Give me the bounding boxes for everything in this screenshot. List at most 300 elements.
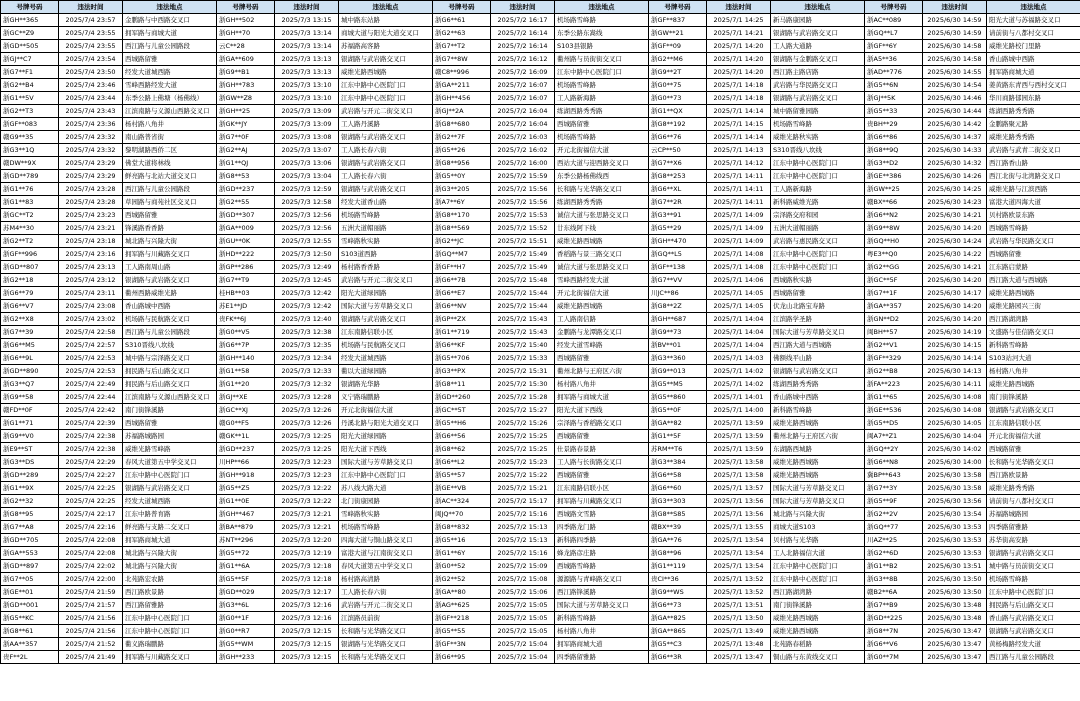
table-row (1, 443, 1080, 456)
violation-location-cell: 伏龙山北路宝寿路 (771, 300, 865, 313)
violation-time-cell: 2025/7/1 14:04 (707, 313, 771, 326)
plate-number-cell: 浙G0**75 (649, 79, 707, 92)
plate-number-cell: 浙GW**Z8 (217, 92, 275, 105)
violation-location-cell: 诚信大道与张思路交叉口 (555, 209, 649, 222)
violation-time-cell: 2025/7/2 15:05 (491, 612, 555, 625)
violation-time-cell: 2025/7/4 23:18 (59, 235, 123, 248)
violation-location-cell: 威维光路西城路 (555, 235, 649, 248)
plate-number-cell: 浙G0**R7 (217, 625, 275, 638)
violation-location-cell: 四季路龙门路 (555, 521, 649, 534)
violation-location-cell: 宗泽路与香稻路交叉口 (555, 417, 649, 430)
plate-number-cell: 赣C8**996 (433, 66, 491, 79)
violation-location-cell: 新马路康园路 (771, 14, 865, 27)
violation-time-cell: 2025/7/3 12:15 (275, 651, 339, 664)
violation-time-cell: 2025/7/2 15:28 (491, 391, 555, 404)
violation-location-cell: 西城路留雅 (555, 352, 649, 365)
violation-time-cell: 2025/7/2 15:27 (491, 404, 555, 417)
violation-time-cell: 2025/6/30 14:13 (923, 365, 987, 378)
violation-location-cell: 北苑路春稻路 (771, 638, 865, 651)
violation-location-cell: 工人路长春六街 (339, 144, 433, 157)
violation-time-cell: 2025/7/1 14:05 (707, 287, 771, 300)
plate-number-cell: 浙GU**0K (217, 235, 275, 248)
violation-time-cell: 2025/7/4 22:38 (59, 430, 123, 443)
plate-number-cell: 浙GP**ZX (433, 313, 491, 326)
plate-number-cell: 浙G6**73 (649, 599, 707, 612)
violation-location-cell: 商城大道与阳光大道交叉口 (339, 27, 433, 40)
violation-time-cell: 2025/7/2 15:08 (491, 573, 555, 586)
violation-location-cell: 春风大道第五中学交叉口 (123, 456, 217, 469)
plate-number-cell: 浙G2**7F (433, 131, 491, 144)
violation-time-cell: 2025/7/3 12:16 (275, 612, 339, 625)
plate-number-cell: 浙G5**0F (649, 404, 707, 417)
violation-location-cell: 香山路城中西路 (771, 391, 865, 404)
plate-number-cell: 浙GH**467 (217, 508, 275, 521)
violation-time-cell: 2025/7/3 12:42 (275, 287, 339, 300)
plate-number-cell: 浙GP**286 (217, 261, 275, 274)
violation-time-cell: 2025/7/2 15:25 (491, 430, 555, 443)
violation-location-cell: 工人路与长街路交叉口 (555, 456, 649, 469)
table-row (1, 651, 1080, 664)
violation-time-cell: 2025/6/30 14:02 (923, 443, 987, 456)
plate-number-cell: 浙G7**T2 (433, 40, 491, 53)
violation-location-cell: 工人路丹溪路 (339, 118, 433, 131)
plate-number-cell: 浙G3**D2 (865, 157, 923, 170)
violation-time-cell: 2025/6/30 14:59 (923, 14, 987, 27)
violation-time-cell: 2025/7/4 21:59 (59, 586, 123, 599)
plate-number-cell: 川HP**66 (217, 456, 275, 469)
violation-time-cell: 2025/7/3 12:58 (275, 196, 339, 209)
violation-location-cell: 五洲大道帽丽路 (339, 222, 433, 235)
violation-time-cell: 2025/7/1 13:59 (707, 443, 771, 456)
plate-number-cell: 赣B2**6A (865, 586, 923, 599)
violation-location-cell: 江东中路中心医院门口 (771, 157, 865, 170)
violation-time-cell: 2025/7/4 23:23 (59, 209, 123, 222)
plate-number-cell: 浙G7**VV (649, 274, 707, 287)
violation-time-cell: 2025/7/4 23:43 (59, 105, 123, 118)
violation-time-cell: 2025/7/3 13:08 (275, 131, 339, 144)
plate-number-cell: 浙GJ**XE (217, 391, 275, 404)
violation-location-cell: 威维光路秀秀路 (987, 131, 1080, 144)
violation-time-cell: 2025/7/3 12:16 (275, 599, 339, 612)
plate-number-cell: 浙G0**52 (433, 560, 491, 573)
violation-time-cell: 2025/7/1 14:18 (707, 79, 771, 92)
plate-number-cell: 浙G3**384 (649, 456, 707, 469)
violation-time-cell: 2025/6/30 14:32 (923, 157, 987, 170)
violation-location-cell: 机场路与民航路交叉口 (123, 313, 217, 326)
violation-time-cell: 2025/7/4 23:32 (59, 144, 123, 157)
violation-time-cell: 2025/7/2 15:40 (491, 339, 555, 352)
violation-time-cell: 2025/7/2 15:33 (491, 352, 555, 365)
violation-location-cell: 拥民路与后山路交叉口 (123, 378, 217, 391)
plate-number-cell: 赣FD**0F (1, 404, 59, 417)
violation-time-cell: 2025/7/1 13:55 (707, 521, 771, 534)
violation-time-cell: 2025/7/1 14:03 (707, 352, 771, 365)
plate-number-cell: 浙GQ**L5 (649, 248, 707, 261)
violation-time-cell: 2025/7/4 23:29 (59, 157, 123, 170)
violation-location-cell: 草园路与商苑社区交叉口 (123, 196, 217, 209)
plate-number-cell: 浙G7**T9 (217, 274, 275, 287)
plate-number-cell: 浙GQ**M7 (433, 248, 491, 261)
violation-location-cell: 长和路与光华路交叉口 (339, 625, 433, 638)
violation-time-cell: 2025/7/2 15:23 (491, 456, 555, 469)
violation-time-cell: 2025/7/4 22:42 (59, 404, 123, 417)
violation-time-cell: 2025/7/1 14:15 (707, 118, 771, 131)
violation-time-cell: 2025/6/30 14:20 (923, 300, 987, 313)
plate-number-cell: 赣DW**9X (1, 157, 59, 170)
violation-location-cell: 杨村路八角井 (123, 118, 217, 131)
violation-time-cell: 2025/7/3 12:26 (275, 404, 339, 417)
violation-time-cell: 2025/7/3 13:04 (275, 170, 339, 183)
plate-number-cell: 浙G7**1F (865, 287, 923, 300)
plate-number-cell: 浙G8**7N (865, 625, 923, 638)
plate-number-cell: 浙G9**8W (865, 222, 923, 235)
plate-number-cell: 浙G5**29 (649, 222, 707, 235)
plate-number-cell: 浙G1**6A (217, 560, 275, 573)
table-row (1, 144, 1080, 157)
plate-number-cell: 浙G6**V7 (1, 300, 59, 313)
violation-location-cell: 银湖路与武岩路交叉口 (339, 53, 433, 66)
violation-location-cell: 南门街锋溪路 (123, 404, 217, 417)
violation-time-cell: 2025/7/4 23:55 (59, 40, 123, 53)
table-row (1, 534, 1080, 547)
violation-location-cell: 西江北街与北湾路交叉口 (987, 170, 1080, 183)
violation-time-cell: 2025/7/2 15:53 (491, 209, 555, 222)
violation-location-cell: 西城路留雅 (555, 118, 649, 131)
violation-location-cell: 拥军路与川藏路交叉口 (555, 495, 649, 508)
violation-location-cell: 江东中路中心医院门口 (339, 469, 433, 482)
violation-location-cell: 开元北街福信大道 (555, 144, 649, 157)
violation-time-cell: 2025/6/30 13:51 (923, 560, 987, 573)
violation-time-cell: 2025/7/2 15:06 (491, 586, 555, 599)
plate-number-cell: 浙GD**001 (1, 599, 59, 612)
violation-location-cell: 机场路雪峰路 (987, 573, 1080, 586)
violation-location-cell: 新科路雪峰路 (771, 404, 865, 417)
plate-number-cell: 苏M4**30 (1, 222, 59, 235)
violation-time-cell: 2025/7/4 23:29 (59, 170, 123, 183)
violation-time-cell: 2025/7/1 13:50 (707, 612, 771, 625)
plate-number-cell: 浙GH**783 (217, 79, 275, 92)
violation-time-cell: 2025/7/1 14:02 (707, 365, 771, 378)
table-row (1, 378, 1080, 391)
violation-location-cell: 拥军路与川藏路交叉口 (123, 248, 217, 261)
violation-location-cell: 衢州西路威维光路 (123, 287, 217, 300)
plate-number-cell: 浙G6**95 (433, 651, 491, 664)
plate-number-cell: 粤E3**Q0 (865, 248, 923, 261)
plate-number-cell: 浙G6**9L (1, 352, 59, 365)
violation-time-cell: 2025/7/2 15:21 (491, 482, 555, 495)
table-row (1, 66, 1080, 79)
plate-number-cell: 浙G6**60 (649, 482, 707, 495)
violation-location-cell: 银湖路与武岩路交叉口 (771, 27, 865, 40)
plate-number-cell: 浙GA**80 (433, 586, 491, 599)
violation-time-cell: 2025/7/3 12:15 (275, 638, 339, 651)
plate-number-header: 号牌号码 (433, 1, 491, 14)
violation-location-cell: 苏福路高客路 (339, 40, 433, 53)
violation-time-cell: 2025/7/3 12:56 (275, 222, 339, 235)
violation-time-cell: 2025/7/4 23:02 (59, 313, 123, 326)
violation-location-cell: 西江路与儿童公园路段 (987, 651, 1080, 664)
violation-time-cell: 2025/7/1 14:06 (707, 274, 771, 287)
violation-location-cell: 西城路留雅 (123, 417, 217, 430)
plate-number-cell: 浙AC**089 (865, 14, 923, 27)
table-row (1, 170, 1080, 183)
plate-number-cell: 浙G2**63 (433, 27, 491, 40)
table-row (1, 118, 1080, 131)
plate-number-header: 号牌号码 (649, 1, 707, 14)
violation-time-cell: 2025/7/4 23:28 (59, 196, 123, 209)
table-row (1, 365, 1080, 378)
violation-time-cell: 2025/6/30 13:58 (923, 469, 987, 482)
violation-time-cell: 2025/7/4 23:08 (59, 300, 123, 313)
plate-number-cell: 浙G7**39 (1, 326, 59, 339)
violation-location-cell: 阳光大道绿园路 (339, 430, 433, 443)
violation-location-cell: 武岩路与华民路交叉口 (987, 235, 1080, 248)
violation-time-cell: 2025/7/1 13:56 (707, 495, 771, 508)
plate-number-cell: 浙G6**L2 (433, 456, 491, 469)
violation-location-cell: 江东南路信联小区 (555, 482, 649, 495)
violation-location-cell: 雪峰路秋实路 (339, 235, 433, 248)
plate-number-cell: 浙G8**569 (433, 222, 491, 235)
plate-number-cell: 浙GA**76 (649, 534, 707, 547)
plate-number-cell: 浙G7**F1 (1, 66, 59, 79)
violation-time-cell: 2025/7/4 21:52 (59, 638, 123, 651)
plate-number-cell: 浙GH**687 (649, 313, 707, 326)
violation-time-cell: 2025/6/30 14:19 (923, 326, 987, 339)
violation-time-cell: 2025/7/3 12:19 (275, 547, 339, 560)
violation-location-cell: 鲜亮路与支路二交叉口 (123, 521, 217, 534)
violation-location-cell: 拥民路与后山路交叉口 (123, 365, 217, 378)
violation-time-cell: 2025/7/4 22:17 (59, 508, 123, 521)
violation-location-cell: 银湖路光华路 (339, 378, 433, 391)
violation-time-cell: 2025/7/2 15:22 (491, 469, 555, 482)
violation-time-cell: 2025/7/4 22:00 (59, 573, 123, 586)
violation-location-cell: 衢义路瑞鹏路 (123, 638, 217, 651)
violation-time-cell: 2025/7/3 13:13 (275, 66, 339, 79)
plate-number-cell: 浙G0**1F (217, 612, 275, 625)
violation-time-cell: 2025/7/4 22:39 (59, 417, 123, 430)
violation-location-cell: 武岩路与开元二街交叉口 (339, 599, 433, 612)
plate-number-cell: 浙G2**B4 (1, 79, 59, 92)
violation-location-cell: 武岩路与惠民路交叉口 (771, 235, 865, 248)
violation-time-cell: 2025/6/30 14:46 (923, 92, 987, 105)
plate-number-cell: 浙G7**A8 (1, 521, 59, 534)
violation-location-cell: 经发大道城西路 (123, 495, 217, 508)
plate-number-cell: 浙GH**70 (217, 27, 275, 40)
violation-time-cell: 2025/7/1 14:21 (707, 27, 771, 40)
violation-location-cell: 银湖路与武岩路交叉口 (339, 313, 433, 326)
violation-location-cell: 机场路雪峰路 (555, 14, 649, 27)
violation-location-cell: 新科路雪峰路 (555, 612, 649, 625)
violation-time-cell: 2025/7/2 16:14 (491, 27, 555, 40)
plate-number-cell: 浙GD**789 (1, 170, 59, 183)
violation-time-cell: 2025/6/30 14:24 (923, 235, 987, 248)
violation-location-header: 违法地点 (771, 1, 865, 14)
violation-time-cell: 2025/7/1 13:52 (707, 573, 771, 586)
violation-time-cell: 2025/6/30 14:25 (923, 183, 987, 196)
violation-time-cell: 2025/7/3 13:07 (275, 144, 339, 157)
plate-number-cell: 浙G6**7P (217, 339, 275, 352)
plate-number-cell: 浙GH**25 (217, 105, 275, 118)
violation-time-cell: 2025/7/4 22:25 (59, 495, 123, 508)
plate-number-cell: 浙G7**X6 (649, 157, 707, 170)
plate-number-cell: 浙G2**AJ (217, 144, 275, 157)
plate-number-cell: 桂HB**03 (217, 287, 275, 300)
plate-number-cell: 浙G2**52 (433, 573, 491, 586)
violation-location-cell: 江滨南路与义源山西路交叉口 (123, 391, 217, 404)
plate-number-cell: 浙G2**GG (865, 261, 923, 274)
plate-number-cell: 浙GE**536 (865, 404, 923, 417)
plate-number-cell: 浙BA**879 (217, 521, 275, 534)
violation-time-cell: 2025/7/2 15:56 (491, 196, 555, 209)
plate-number-cell: 浙G7**B9 (865, 599, 923, 612)
violation-time-cell: 2025/7/1 13:47 (707, 651, 771, 664)
violation-location-cell: 拥军路与川藏路交叉口 (123, 651, 217, 664)
violation-time-cell: 2025/7/4 22:44 (59, 391, 123, 404)
violation-time-cell: 2025/6/30 14:23 (923, 196, 987, 209)
violation-time-cell: 2025/7/3 12:15 (275, 625, 339, 638)
table-row (1, 625, 1080, 638)
violation-location-cell: 城北路与兴隆大街 (123, 235, 217, 248)
violation-time-cell: 2025/7/2 16:00 (491, 157, 555, 170)
plate-number-cell: 浙G6**7B (433, 274, 491, 287)
plate-number-cell: 浙AA**357 (1, 638, 59, 651)
plate-number-cell: 浙G6**86 (865, 131, 923, 144)
violation-location-cell: 西城路留雅 (555, 430, 649, 443)
violation-time-cell: 2025/7/2 15:16 (491, 508, 555, 521)
plate-number-cell: 闽BH**57 (865, 326, 923, 339)
violation-location-cell: 江东中路中心医院门口 (123, 612, 217, 625)
table-row (1, 339, 1080, 352)
plate-number-cell: 浙G9**58 (1, 391, 59, 404)
violation-location-cell: 北苑路宏农路 (123, 573, 217, 586)
violation-time-cell: 2025/7/1 14:12 (707, 157, 771, 170)
table-row (1, 638, 1080, 651)
violation-time-cell: 2025/7/4 23:57 (59, 14, 123, 27)
violation-time-cell: 2025/6/30 13:58 (923, 482, 987, 495)
violation-location-cell: 西站大道与迎西路交叉口 (555, 157, 649, 170)
violation-location-cell: 东季公路上佛塘（杨佛线） (123, 92, 217, 105)
violation-location-cell: 阳光大道下西线 (339, 443, 433, 456)
violation-time-cell: 2025/7/1 14:11 (707, 196, 771, 209)
violation-time-cell: 2025/7/2 15:13 (491, 521, 555, 534)
plate-number-cell: 浙AG**625 (433, 599, 491, 612)
violation-location-cell: 江东中路中心医院门口 (123, 625, 217, 638)
violation-time-cell: 2025/7/3 12:23 (275, 456, 339, 469)
plate-number-cell: 浙G7**0F (217, 131, 275, 144)
violation-location-cell: 威维光路西城路 (771, 612, 865, 625)
violation-location-cell: 武岩路与开元二街交叉口 (339, 105, 433, 118)
violation-location-cell: 衢州路与员街街交叉口 (555, 53, 649, 66)
violation-location-header: 违法地点 (555, 1, 649, 14)
violation-location-cell: 长和路与光华路交叉口 (555, 183, 649, 196)
violation-time-cell: 2025/7/2 15:09 (491, 560, 555, 573)
violation-time-cell: 2025/6/30 14:54 (923, 79, 987, 92)
violation-location-cell: 拥军路商城大道 (123, 534, 217, 547)
violation-location-cell: S310晋线八坎线 (123, 339, 217, 352)
violation-location-cell: 银湖路与武岩路交叉口 (987, 547, 1080, 560)
plate-number-cell: 浙GA**609 (217, 53, 275, 66)
violation-time-cell: 2025/7/4 23:55 (59, 27, 123, 40)
plate-number-cell: 浙G6**61 (433, 14, 491, 27)
plate-number-cell: 浙GQ**H0 (865, 235, 923, 248)
violation-location-cell: 城北路与兴隆大街 (771, 508, 865, 521)
violation-location-cell: 江滨南路与义源山西路交叉口 (123, 105, 217, 118)
table-row (1, 287, 1080, 300)
violation-time-cell: 2025/7/2 16:07 (491, 92, 555, 105)
violation-time-cell: 2025/7/3 12:49 (275, 261, 339, 274)
violation-time-cell: 2025/6/30 14:17 (923, 287, 987, 300)
violation-time-cell: 2025/7/4 22:53 (59, 352, 123, 365)
violation-time-cell: 2025/6/30 14:58 (923, 40, 987, 53)
violation-location-cell: 南门街锋溪路 (771, 599, 865, 612)
plate-number-cell: 浙G7**05 (1, 573, 59, 586)
violation-location-cell: 新科路雪峰路 (987, 339, 1080, 352)
violation-time-cell: 2025/7/2 15:05 (491, 599, 555, 612)
plate-number-cell: 浙GA**553 (1, 547, 59, 560)
plate-number-cell: 浙GF**996 (1, 248, 59, 261)
violation-location-cell: 拥民路与后山路交叉口 (987, 599, 1080, 612)
violation-location-cell: 江东中路中心医院门口 (555, 66, 649, 79)
plate-number-cell: 浙GF**837 (649, 14, 707, 27)
plate-number-cell: 浙G2**X8 (1, 313, 59, 326)
violation-location-cell: 西城路雪峰路 (555, 560, 649, 573)
violation-time-cell: 2025/6/30 13:53 (923, 534, 987, 547)
violation-time-cell: 2025/7/1 13:54 (707, 547, 771, 560)
violation-location-cell: 华川商路郁园东路 (987, 92, 1080, 105)
plate-number-cell: 浙G1**QX (649, 105, 707, 118)
violation-time-cell: 2025/6/30 14:21 (923, 209, 987, 222)
plate-number-cell: 浙G2**V1 (865, 339, 923, 352)
violation-location-cell: 杨村路八角井 (555, 378, 649, 391)
plate-number-cell: 浙GD**505 (1, 40, 59, 53)
violation-location-cell: 江东南路信联小区 (987, 417, 1080, 430)
violation-location-cell: 银湖路与武岩路交叉口 (987, 404, 1080, 417)
violation-location-cell: 佛额线平山路 (771, 352, 865, 365)
violation-location-cell: 香山路城中西路 (987, 53, 1080, 66)
table-row (1, 79, 1080, 92)
violation-time-cell: 2025/7/3 12:59 (275, 183, 339, 196)
violation-location-cell: 城北路与兴隆大街 (123, 560, 217, 573)
violation-time-cell: 2025/7/2 15:49 (491, 261, 555, 274)
plate-number-cell: 浙G3**360 (649, 352, 707, 365)
violation-location-cell: 义宁路瑞鹏路 (339, 391, 433, 404)
table-row (1, 40, 1080, 53)
violation-location-cell: 西城路留雅 (123, 209, 217, 222)
violation-location-cell: 源源路与青峰路交叉口 (555, 573, 649, 586)
violation-location-cell: 宗泽路交府和园 (771, 209, 865, 222)
violation-time-cell: 2025/7/2 15:25 (491, 443, 555, 456)
plate-number-cell: 浙GF**329 (865, 352, 923, 365)
plate-number-cell: 浙G1**QJ (217, 157, 275, 170)
plate-number-cell: 浙GJ**2A (433, 105, 491, 118)
table-row (1, 573, 1080, 586)
violation-time-cell: 2025/7/3 12:45 (275, 274, 339, 287)
plate-number-cell: 闽A7**Z1 (865, 430, 923, 443)
violation-location-cell: 国际大道与芳草路交叉口 (771, 495, 865, 508)
violation-time-cell: 2025/7/3 12:25 (275, 430, 339, 443)
plate-number-cell: 浙GC**XJ (217, 404, 275, 417)
violation-time-cell: 2025/7/2 15:52 (491, 222, 555, 235)
violation-time-cell: 2025/7/2 16:03 (491, 131, 555, 144)
plate-number-cell: 浙G3**Q7 (1, 378, 59, 391)
table-row (1, 586, 1080, 599)
violation-time-cell: 2025/7/4 22:02 (59, 560, 123, 573)
violation-location-cell: 雪峰西路经发大道 (123, 79, 217, 92)
plate-number-cell: 浙GF**218 (433, 612, 491, 625)
violation-time-cell: 2025/7/4 23:12 (59, 274, 123, 287)
violation-time-cell: 2025/7/4 21:56 (59, 625, 123, 638)
violation-location-cell: 铜山路与东黄线交叉口 (771, 651, 865, 664)
